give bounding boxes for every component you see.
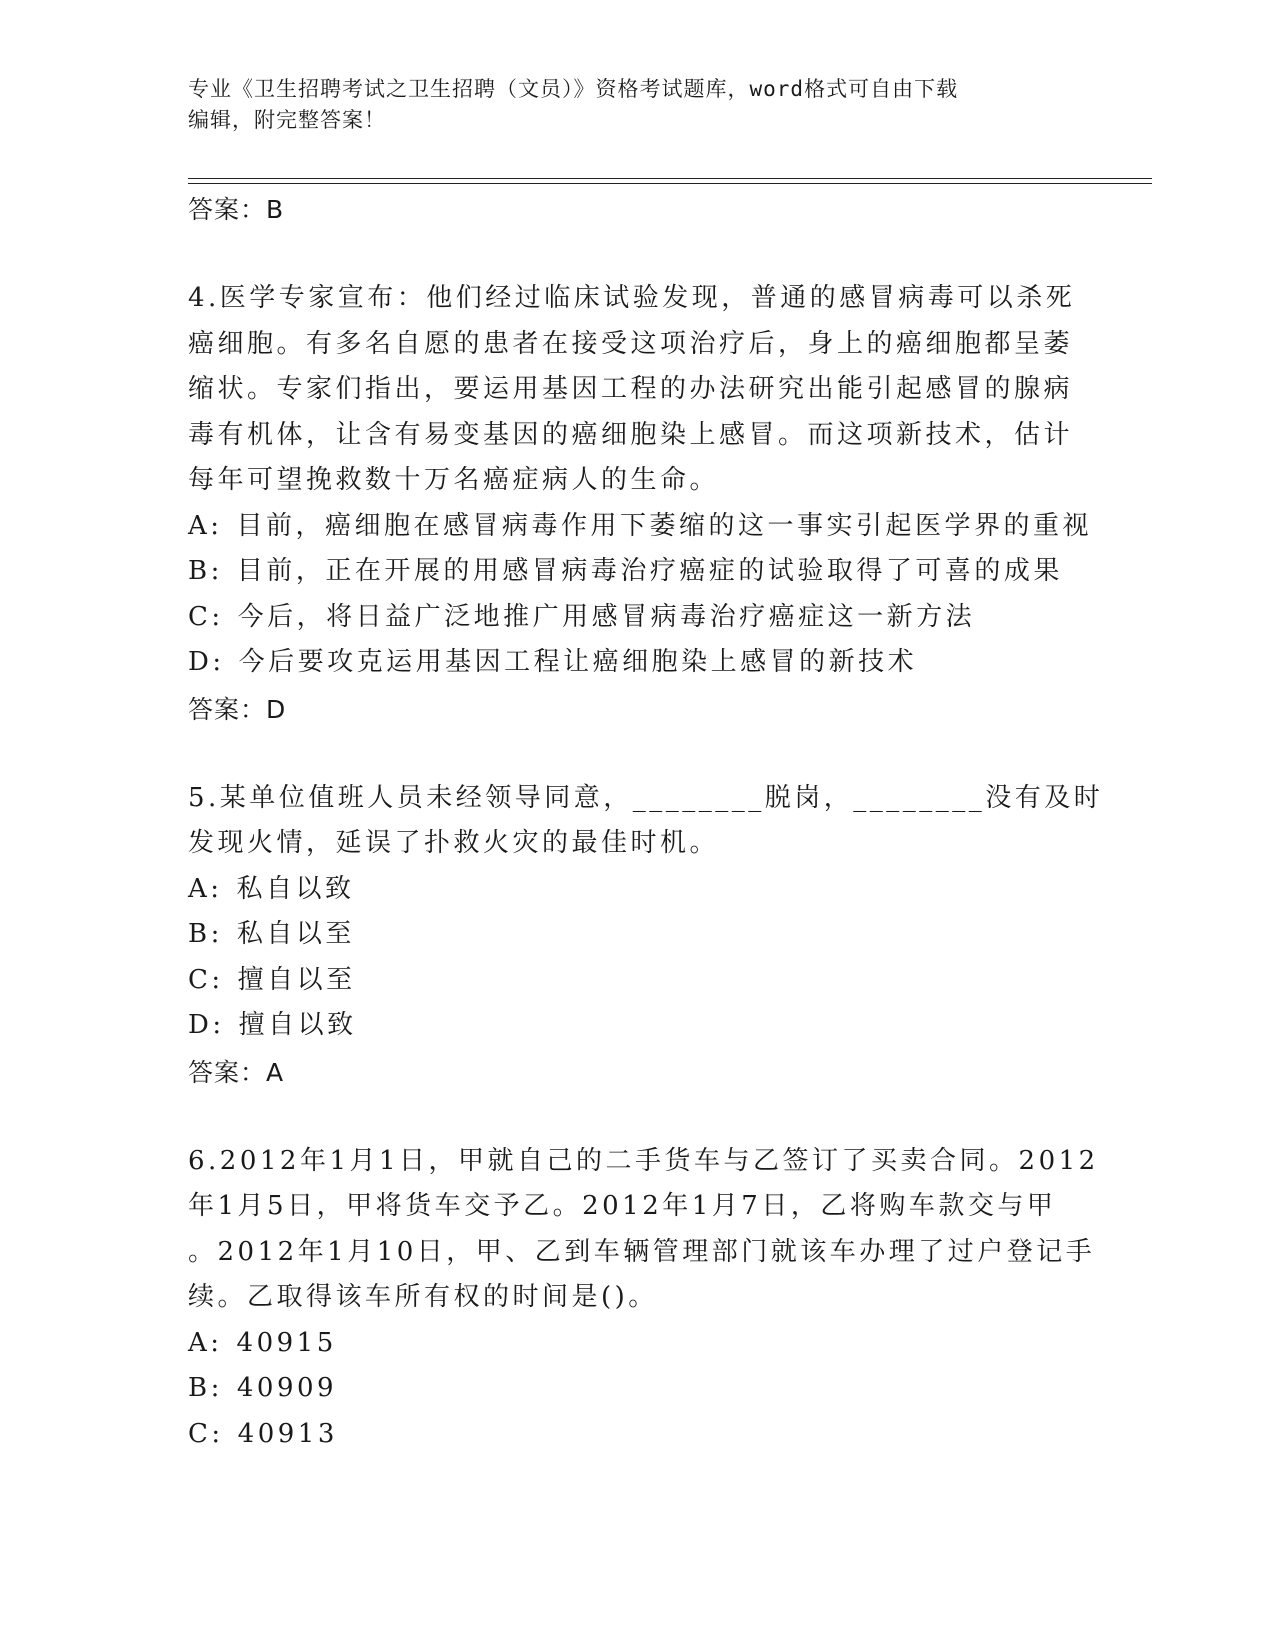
previous-answer: 答案：B — [188, 195, 285, 224]
option-c — [188, 595, 1088, 641]
option-text: 擅自以致 — [238, 1010, 357, 1040]
option-c — [188, 1412, 1088, 1458]
option-label: A: — [188, 1327, 223, 1358]
option-label: A: — [188, 873, 223, 904]
option-label: B: — [188, 556, 223, 586]
question-text-line: 每年可望挽救数十万名癌症病人的生命。 — [188, 465, 720, 495]
option-d — [188, 1003, 1088, 1049]
option-text: 40915 — [236, 1327, 337, 1358]
answer: 答案：D — [188, 694, 287, 724]
question-text-line: 6.2012年1月1日，甲就自己的二手货车与乙签订了买卖合同。2012 — [188, 1145, 1099, 1176]
header-line-1: 专业《卫生招聘考试之卫生招聘（文员）》资格考试题库，word格式可自由下载 — [188, 77, 959, 101]
option-a — [188, 504, 1093, 550]
option-label: D: — [188, 647, 225, 677]
answer: 答案：A — [188, 1057, 285, 1087]
header-line-2: 编辑，附完整答案！ — [188, 108, 386, 132]
option-a — [188, 1321, 1088, 1367]
option-d — [188, 640, 1088, 686]
question-list — [188, 186, 1104, 1457]
option-a — [188, 867, 1088, 913]
header-rule-bottom — [188, 183, 1152, 184]
question-text-line: 4.医学专家宣布：他们经过临床试验发现，普通的感冒病毒可以杀死 — [188, 283, 1076, 313]
option-text: 40913 — [237, 1418, 338, 1449]
option-b — [188, 1366, 1088, 1412]
question-text-line: 5.某单位值班人员未经领导同意，________脱岗，________没有及时 — [188, 782, 1104, 813]
option-text: 今后，将日益广泛地推广用感冒病毒治疗癌症这一新方法 — [237, 601, 976, 632]
question-text-line: 续。乙取得该车所有权的时间是()。 — [188, 1282, 658, 1312]
option-label: D: — [188, 1010, 225, 1040]
question-6 — [188, 1139, 1099, 1458]
option-text: 擅自以至 — [237, 964, 356, 995]
question-text-line: 癌细胞。有多名自愿的患者在接受这项治疗后，身上的癌细胞都呈萎 — [188, 328, 1074, 359]
option-b — [188, 549, 1088, 595]
question-text-line: 。2012年1月10日，甲、乙到车辆管理部门就该车办理了过户登记手 — [188, 1236, 1096, 1267]
option-label: C: — [188, 1418, 224, 1449]
option-text: 私自以致 — [236, 873, 355, 904]
option-text: 私自以至 — [236, 919, 355, 949]
option-c — [188, 958, 1088, 1004]
question-4 — [188, 276, 1093, 734]
question-text-line: 年1月5日，甲将货车交予乙。2012年1月7日，乙将购车款交与甲 — [188, 1191, 1057, 1221]
option-b — [188, 912, 1088, 958]
option-text: 目前，癌细胞在感冒病毒作用下萎缩的这一事实引起医学界的重视 — [236, 510, 1093, 541]
option-label: A: — [188, 510, 223, 541]
question-text-line: 缩状。专家们指出，要运用基因工程的办法研究出能引起感冒的腺病 — [188, 374, 1074, 404]
option-label: C: — [188, 601, 224, 632]
document-header — [188, 74, 1088, 136]
option-text: 40909 — [236, 1373, 338, 1403]
option-text: 今后要攻克运用基因工程让癌细胞染上感冒的新技术 — [238, 647, 918, 677]
option-label: C: — [188, 964, 224, 995]
question-text-line: 毒有机体，让含有易变基因的癌细胞染上感冒。而这项新技术，估计 — [188, 419, 1074, 450]
header-rule-top — [188, 178, 1152, 179]
question-text-line: 发现火情，延误了扑救火灾的最佳时机。 — [188, 828, 720, 858]
question-5 — [188, 776, 1104, 1097]
option-label: B: — [188, 919, 223, 949]
option-label: B: — [188, 1373, 223, 1403]
option-text: 目前，正在开展的用感冒病毒治疗癌症的试验取得了可喜的成果 — [236, 556, 1063, 586]
